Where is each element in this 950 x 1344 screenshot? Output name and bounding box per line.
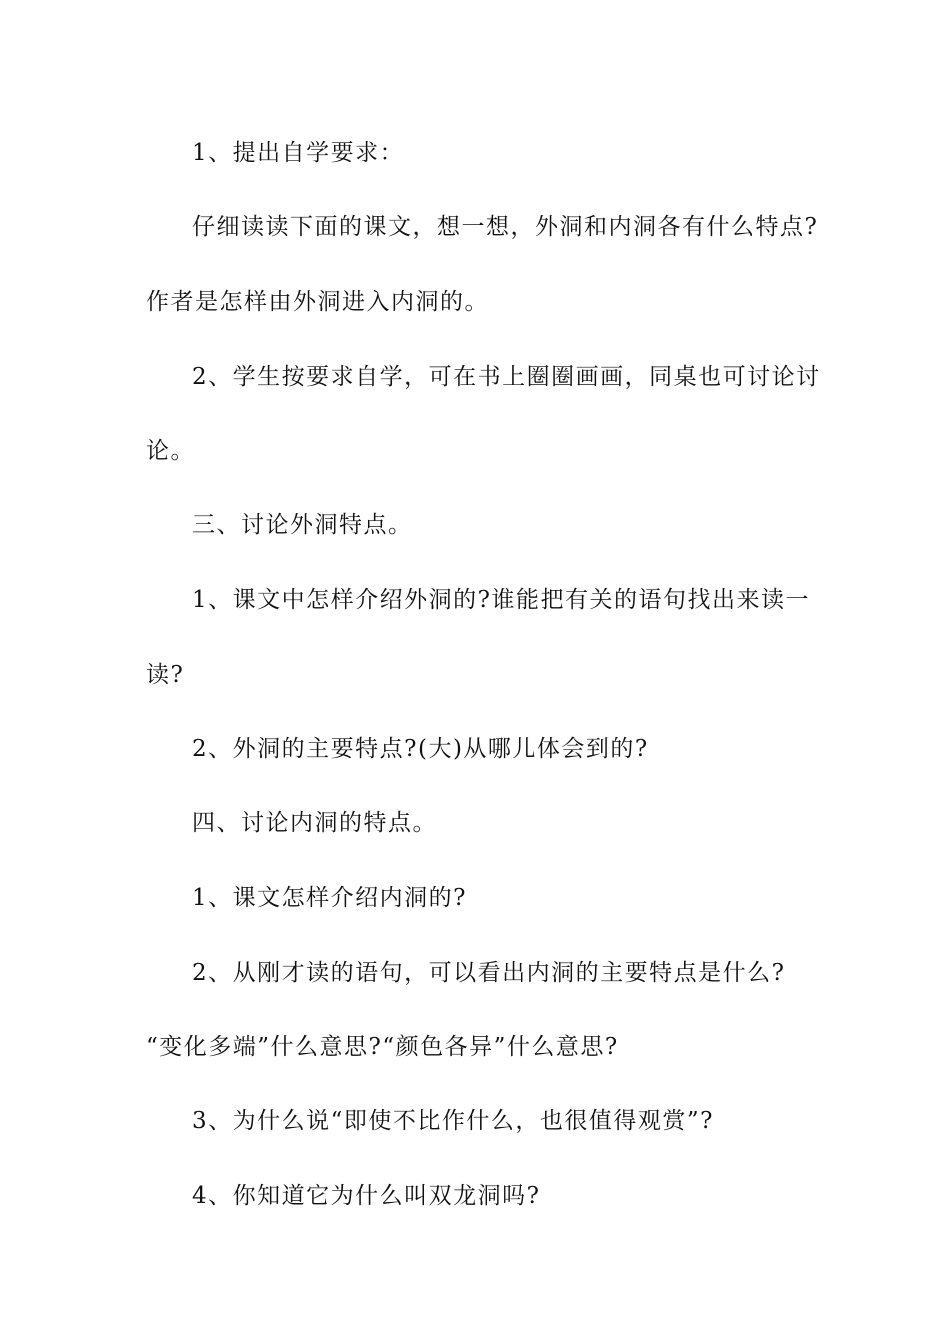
text-line: 1、课文怎样介绍内洞的? xyxy=(192,885,467,911)
text-line: 3、为什么说“即使不比作什么，也很值得观赏”? xyxy=(192,1108,714,1134)
text-line: 四、讨论内洞的特点。 xyxy=(192,810,437,836)
text-line: 读? xyxy=(146,662,185,688)
text-line: 4、你知道它为什么叫双龙洞吗? xyxy=(192,1183,541,1209)
text-line: 1、提出自学要求： xyxy=(192,140,405,166)
text-line: 2、从刚才读的语句，可以看出内洞的主要特点是什么? xyxy=(192,960,786,986)
text-line: 仔细读读下面的课文，想一想，外洞和内洞各有什么特点? xyxy=(192,214,819,240)
text-line: 论。 xyxy=(146,438,195,464)
text-line: “变化多端”什么意思?“颜色各异”什么意思? xyxy=(146,1034,619,1060)
text-line: 2、外洞的主要特点?(大)从哪儿体会到的? xyxy=(192,736,649,762)
text-line: 三、讨论外洞特点。 xyxy=(192,512,413,538)
text-line: 作者是怎样由外洞进入内洞的。 xyxy=(146,289,489,315)
text-line: 1、课文中怎样介绍外洞的?谁能把有关的语句找出来读一 xyxy=(192,587,810,613)
text-line: 2、学生按要求自学，可在书上圈圈画画，同桌也可讨论讨 xyxy=(192,364,821,390)
